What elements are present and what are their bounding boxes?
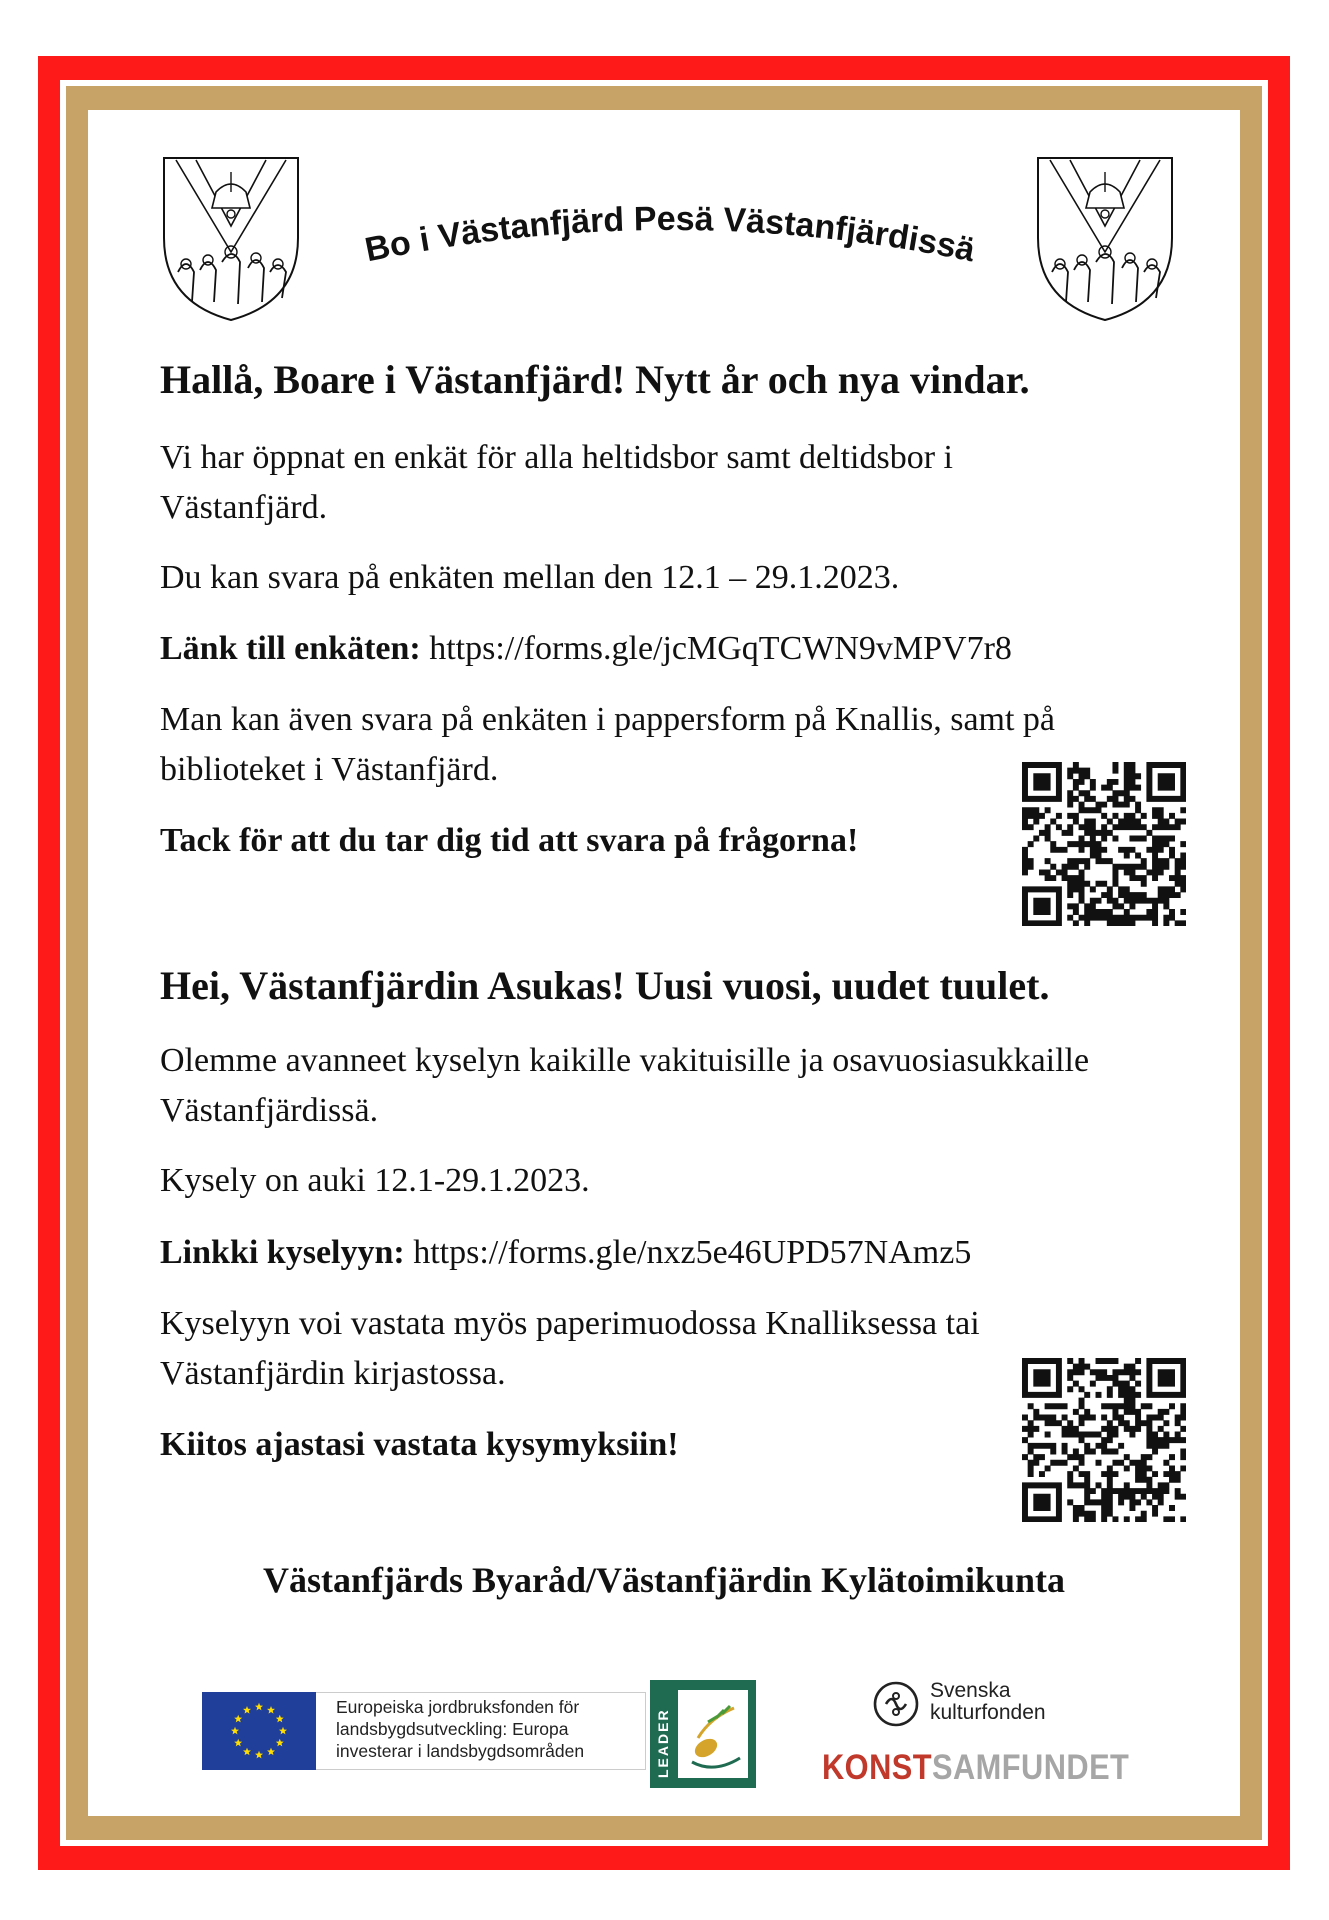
finnish-paragraph-1: Olemme avanneet kyselyn kaikille vakituisille ja osavuosiasukkaille Västanfjärdissä. [160, 1042, 1090, 1129]
konst-part-1: KONST [822, 1748, 932, 1787]
swedish-link-url[interactable]: https://forms.gle/jcMGqTCWN9vMPV7r8 [429, 630, 1012, 667]
swedish-heading: Hallå, Boare i Västanfjärd! Nytt år och nya vindar. [160, 357, 1030, 402]
swedish-survey-qr-code[interactable] [1022, 762, 1186, 926]
finnish-link-label: Linkki kyselyyn: [160, 1234, 405, 1271]
swedish-section [160, 356, 1180, 404]
swedish-paper-info [160, 695, 1170, 795]
village-crest-icon [1030, 152, 1180, 324]
swedish-link-label: Länk till enkäten: [160, 630, 421, 667]
finnish-paper-info [160, 1299, 1150, 1399]
finnish-heading: Hei, Västanfjärdin Asukas! Uusi vuosi, uudet tuulet. [160, 963, 1050, 1008]
finnish-intro [160, 1036, 1120, 1136]
title-finnish: Pesä Västanfjärdissä [633, 199, 979, 270]
qr-code-icon [1022, 1358, 1186, 1522]
finnish-link-url[interactable]: https://forms.gle/nxz5e46UPD57NAmz5 [413, 1234, 972, 1271]
qr-code-icon [1022, 762, 1186, 926]
finnish-paragraph-3: Kyselyyn voi vastata myös paperimuodossa Knalliksessa tai Västanfjärdin kirjastossa. [160, 1305, 980, 1392]
leader-label: LEADER [655, 1708, 671, 1778]
swedish-paragraph-2: Du kan svara på enkäten mellan den 12.1 – 29.1.2023. [160, 559, 900, 596]
swedish-intro [160, 433, 1120, 533]
finnish-paragraph-2: Kysely on auki 12.1-29.1.2023. [160, 1162, 590, 1199]
finnish-survey-qr-code[interactable] [1022, 1358, 1186, 1522]
konst-part-2: SAMFUNDET [932, 1748, 1130, 1787]
swedish-paragraph-3: Man kan även svara på enkäten i pappersform på Knallis, samt på biblioteket i Västanfjärd. [160, 701, 1056, 788]
svg-text:Bo i Västanfjärd Pesä Väst [362, 200, 978, 269]
eu-flag-icon [202, 1692, 316, 1770]
finnish-thanks: Kiitos ajastasi vastata kysymyksiin! [160, 1426, 679, 1463]
title-swedish: Bo i Västanfjärd [361, 200, 625, 270]
swedish-paragraph-1: Vi har öppnat en enkät för alla heltidsbor samt deltidsbor i Västanfjärd. [160, 439, 953, 526]
finnish-link-line [160, 1228, 1180, 1278]
header-arched-title [300, 180, 1040, 290]
skf-line-2: kulturfonden [930, 1701, 1046, 1724]
swedish-link-line [160, 624, 1180, 674]
leader-logo-icon [648, 1678, 758, 1790]
organizer-name: Västanfjärds Byaråd/Västanfjärdin Kylätoimikunta [262, 1560, 1066, 1600]
eu-fund-text: Europeiska jordbruksfonden för landsbygdsutveckling: Europa investerar i landsbygdsområden [336, 1697, 585, 1761]
village-crest-icon [156, 152, 306, 324]
skf-line-1: Svenska [930, 1679, 1011, 1702]
swedish-dates [160, 553, 1180, 603]
svenska-kulturfonden-icon [872, 1680, 920, 1728]
finnish-section [160, 962, 1180, 1010]
konstsamfundet-logo [822, 1748, 1129, 1788]
swedish-thanks: Tack för att du tar dig tid att svara på frågorna! [160, 822, 859, 859]
finnish-dates [160, 1156, 1180, 1206]
svenska-kulturfonden-name [930, 1680, 1046, 1724]
